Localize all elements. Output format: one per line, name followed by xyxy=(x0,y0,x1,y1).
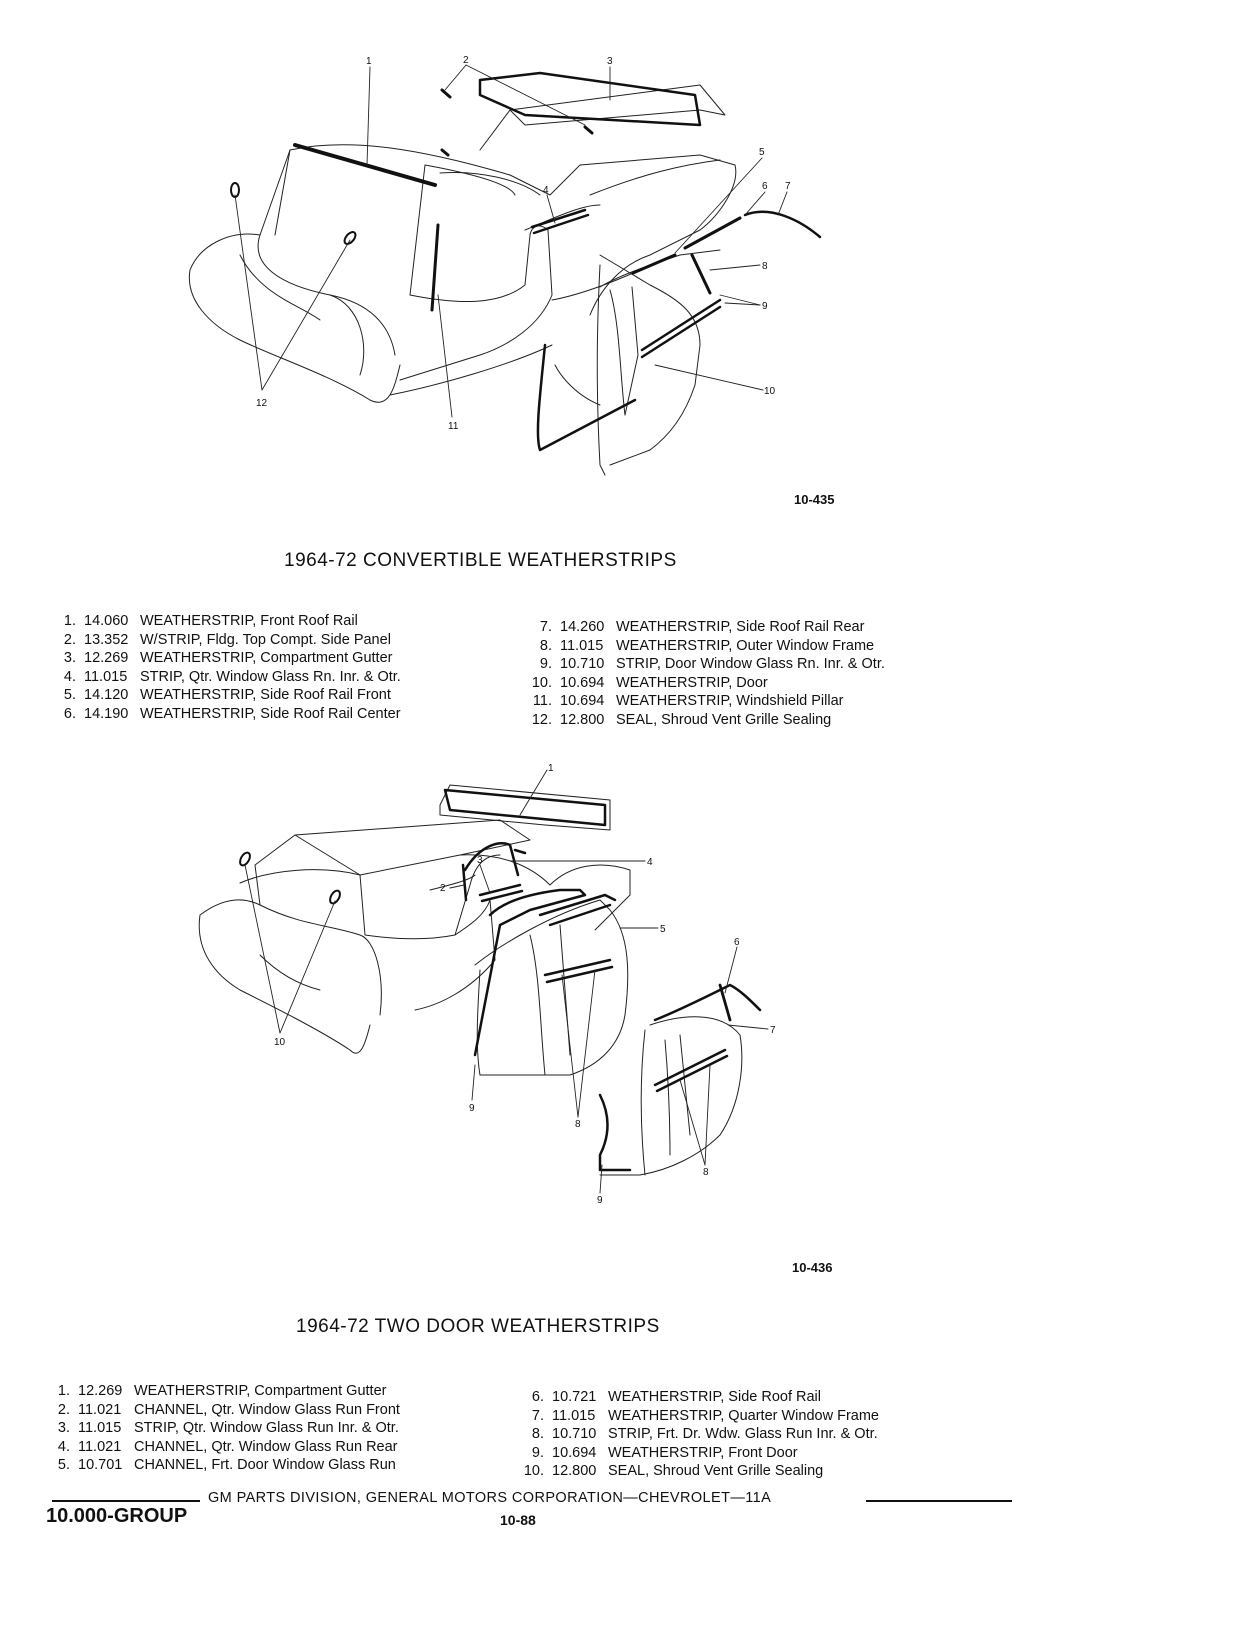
convertible-body-outline xyxy=(189,85,735,402)
callout-8: 8 xyxy=(703,1167,709,1178)
part-row: 11. 10.694 WEATHERSTRIP, Windshield Pillar xyxy=(532,693,844,709)
callout-5: 5 xyxy=(660,924,666,935)
part-row: 12. 12.800 SEAL, Shroud Vent Grille Sealing xyxy=(531,711,832,728)
part-row: 4. 11.021 CHANNEL, Qtr. Window Glass Run Rear xyxy=(57,1438,398,1455)
part-row: 3. 12.269 WEATHERSTRIP, Compartment Gutter xyxy=(63,650,393,666)
callout-10: 10 xyxy=(764,386,776,397)
callout-10: 10 xyxy=(274,1037,286,1048)
figure-code: 10-435 xyxy=(794,492,835,507)
part-row: 1. 14.060 WEATHERSTRIP, Front Roof Rail xyxy=(63,613,358,629)
page-number: 10-88 xyxy=(500,1512,536,1528)
part-row: 7. 11.015 WEATHERSTRIP, Quarter Window Frame xyxy=(531,1407,879,1424)
callout-2: 2 xyxy=(463,55,469,66)
callout-7: 7 xyxy=(770,1025,776,1036)
group-label: 10.000-GROUP xyxy=(46,1505,188,1527)
part-row: 2. 11.021 CHANNEL, Qtr. Window Glass Run Front xyxy=(57,1401,400,1418)
footer-rule-left xyxy=(52,1500,200,1502)
callout-1: 1 xyxy=(548,763,554,774)
parts-list-left xyxy=(46,1382,400,1475)
parts-list-right xyxy=(520,1388,879,1481)
convertible-weatherstrip-diagram xyxy=(180,55,860,495)
callout-8: 8 xyxy=(575,1119,581,1130)
footer-rule-right xyxy=(866,1500,1012,1502)
two-door-door-outlines xyxy=(475,900,742,1175)
callout-7: 7 xyxy=(785,181,791,192)
convertible-weatherstrips xyxy=(231,73,820,450)
callout-2: 2 xyxy=(440,883,446,894)
callout-9: 9 xyxy=(469,1103,475,1114)
callout-6: 6 xyxy=(762,181,768,192)
figure-code: 10-436 xyxy=(792,1260,833,1275)
part-row: 8. 10.710 STRIP, Frt. Dr. Wdw. Glass Run Inr. & Otr. xyxy=(531,1426,878,1442)
callout-11: 11 xyxy=(448,421,459,432)
parts-list-right xyxy=(528,618,885,729)
part-row: 3. 11.015 STRIP, Qtr. Window Glass Run Inr. & Otr. xyxy=(57,1420,399,1436)
convertible-door-outline xyxy=(555,255,700,475)
callout-4: 4 xyxy=(647,857,653,868)
section-title: 1964-72 CONVERTIBLE WEATHERSTRIPS xyxy=(284,550,677,571)
section-title: 1964-72 TWO DOOR WEATHERSTRIPS xyxy=(296,1316,660,1337)
two-door-weatherstrip-diagram xyxy=(200,763,820,1255)
part-row: 4. 11.015 STRIP, Qtr. Window Glass Rn. Inr. & Otr. xyxy=(63,668,401,685)
callout-9: 9 xyxy=(762,301,768,312)
callout-6: 6 xyxy=(734,937,740,948)
callout-12: 12 xyxy=(256,398,268,409)
callout-1: 1 xyxy=(366,56,372,67)
parts-list-left xyxy=(52,612,401,723)
callout-3: 3 xyxy=(607,56,613,67)
callout-4: 4 xyxy=(543,185,549,196)
part-row: 6. 14.190 WEATHERSTRIP, Side Roof Rail Center xyxy=(63,705,401,722)
callout-9: 9 xyxy=(597,1195,603,1206)
callout-5: 5 xyxy=(759,147,765,158)
part-row: 9. 10.710 STRIP, Door Window Glass Rn. Inr. & Otr. xyxy=(539,656,885,672)
publisher-line: GM PARTS DIVISION, GENERAL MOTORS CORPORATION—CHEVROLET—11A xyxy=(208,1490,772,1506)
callout-8: 8 xyxy=(762,261,768,272)
part-row: 1. 12.269 WEATHERSTRIP, Compartment Gutter xyxy=(57,1383,387,1399)
part-row: 9. 10.694 WEATHERSTRIP, Front Door xyxy=(531,1444,798,1461)
part-row: 5. 14.120 WEATHERSTRIP, Side Roof Rail Front xyxy=(63,687,391,703)
part-row: 2. 13.352 W/STRIP, Fldg. Top Compt. Side Panel xyxy=(63,631,391,648)
convertible-leader-lines xyxy=(235,65,787,417)
part-row: 7. 14.260 WEATHERSTRIP, Side Roof Rail Rear xyxy=(539,619,865,635)
part-row: 6. 10.721 WEATHERSTRIP, Side Roof Rail xyxy=(531,1389,821,1405)
part-row: 10. 10.694 WEATHERSTRIP, Door xyxy=(531,674,768,691)
callout-3: 3 xyxy=(477,855,483,866)
part-row: 5. 10.701 CHANNEL, Frt. Door Window Glass Run xyxy=(57,1457,396,1473)
part-row: 8. 11.015 WEATHERSTRIP, Outer Window Frame xyxy=(539,637,875,654)
part-row: 10. 12.800 SEAL, Shroud Vent Grille Sealing xyxy=(523,1463,824,1479)
